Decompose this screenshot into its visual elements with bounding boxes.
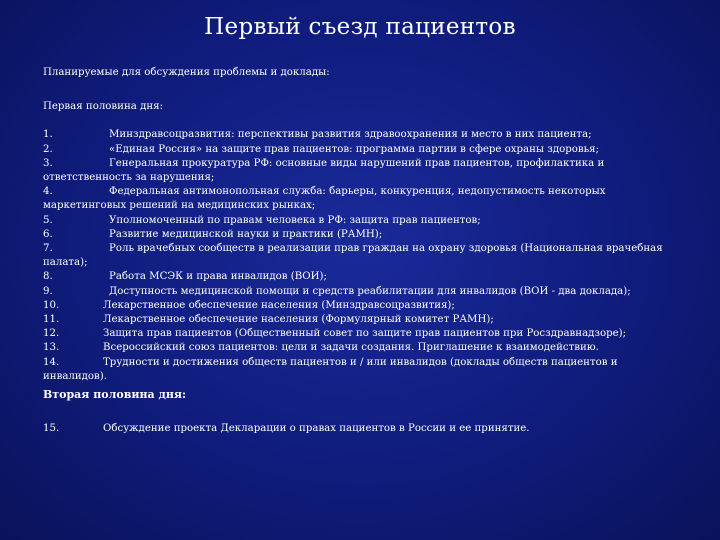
item-number: 3.	[43, 157, 53, 169]
list-item	[43, 128, 673, 142]
item-text: Уполномоченный по правам человека в РФ: защита прав пациентов;	[109, 214, 481, 226]
item-number: 10.	[43, 299, 60, 311]
slide-body	[43, 66, 673, 436]
list-item	[43, 242, 673, 270]
item-text: Минздравсоцразвития: перспективы развития здравоохранения и место в них пациента;	[109, 129, 592, 141]
item-text: Доступность медицинской помощи и средств реабилитации для инвалидов (ВОИ - два доклада);	[109, 285, 631, 297]
item-number: 9.	[43, 285, 53, 297]
item-number: 4.	[43, 186, 53, 198]
item-number: 12.	[43, 328, 60, 340]
item-text: Федеральная антимонопольная служба: барьеры, конкуренция, недопустимость некоторых маркетинговых решений на медицинских рынках;	[43, 186, 606, 212]
item-text: Защита прав пациентов (Общественный совет по защите прав пациентов при Росздравнадзоре);	[103, 328, 627, 340]
list-item	[43, 285, 673, 299]
list-item	[43, 270, 673, 284]
item-number: 5.	[43, 214, 53, 226]
intro-text: Планируемые для обсуждения проблемы и доклады:	[43, 67, 330, 78]
list-item	[43, 143, 673, 157]
list-item	[43, 356, 673, 384]
item-text: Лекарственное обеспечение населения (Минздравсоцразвития);	[103, 299, 455, 311]
list-item	[43, 313, 673, 327]
item-text: Обсуждение проекта Декларации о правах пациентов в России и ее принятие.	[103, 423, 530, 435]
item-text: Работа МСЭК и права инвалидов (ВОИ);	[109, 271, 327, 283]
item-number: 1.	[43, 129, 53, 141]
item-number: 14.	[43, 356, 60, 368]
list-item	[43, 341, 673, 355]
list-item	[43, 327, 673, 341]
item-number: 7.	[43, 243, 53, 255]
item-number: 8.	[43, 271, 53, 283]
first-half-label: Первая половина дня:	[43, 101, 163, 113]
item-text: Генеральная прокуратура РФ: основные виды нарушений прав пациентов, профилактика и ответственность за нарушения;	[43, 157, 605, 184]
item-number: 11.	[43, 314, 60, 326]
item-number: 13.	[43, 342, 60, 354]
list-item	[43, 422, 673, 436]
item-text: «Единая Россия» на защите прав пациентов: программа партии в сфере охраны здоровья;	[109, 143, 600, 155]
item-text: Развитие медицинской науки и практики (РАМН);	[109, 228, 383, 240]
agenda-list	[43, 128, 673, 384]
item-number: 15.	[43, 423, 60, 435]
item-text: Лекарственное обеспечение населения (Формулярный комитет РАМН);	[103, 314, 494, 326]
second-half-label: Вторая половина дня:	[43, 388, 187, 402]
list-item	[43, 299, 673, 313]
list-item	[43, 228, 673, 242]
item-number: 2.	[43, 143, 53, 155]
item-text: Трудности и достижения обществ пациентов и / или инвалидов (доклады обществ пациентов и инвалидов).	[43, 356, 618, 382]
item-number: 6.	[43, 228, 53, 240]
slide-title: Первый съезд пациентов	[204, 14, 516, 40]
list-item	[43, 157, 673, 185]
list-item	[43, 185, 673, 213]
list-item	[43, 214, 673, 228]
item-text: Роль врачебных сообществ в реализации прав граждан на охрану здоровья (Национальная врачебная палата);	[43, 243, 663, 269]
item-text: Всероссийский союз пациентов: цели и задачи создания. Приглашение к взаимодействию.	[103, 342, 599, 354]
